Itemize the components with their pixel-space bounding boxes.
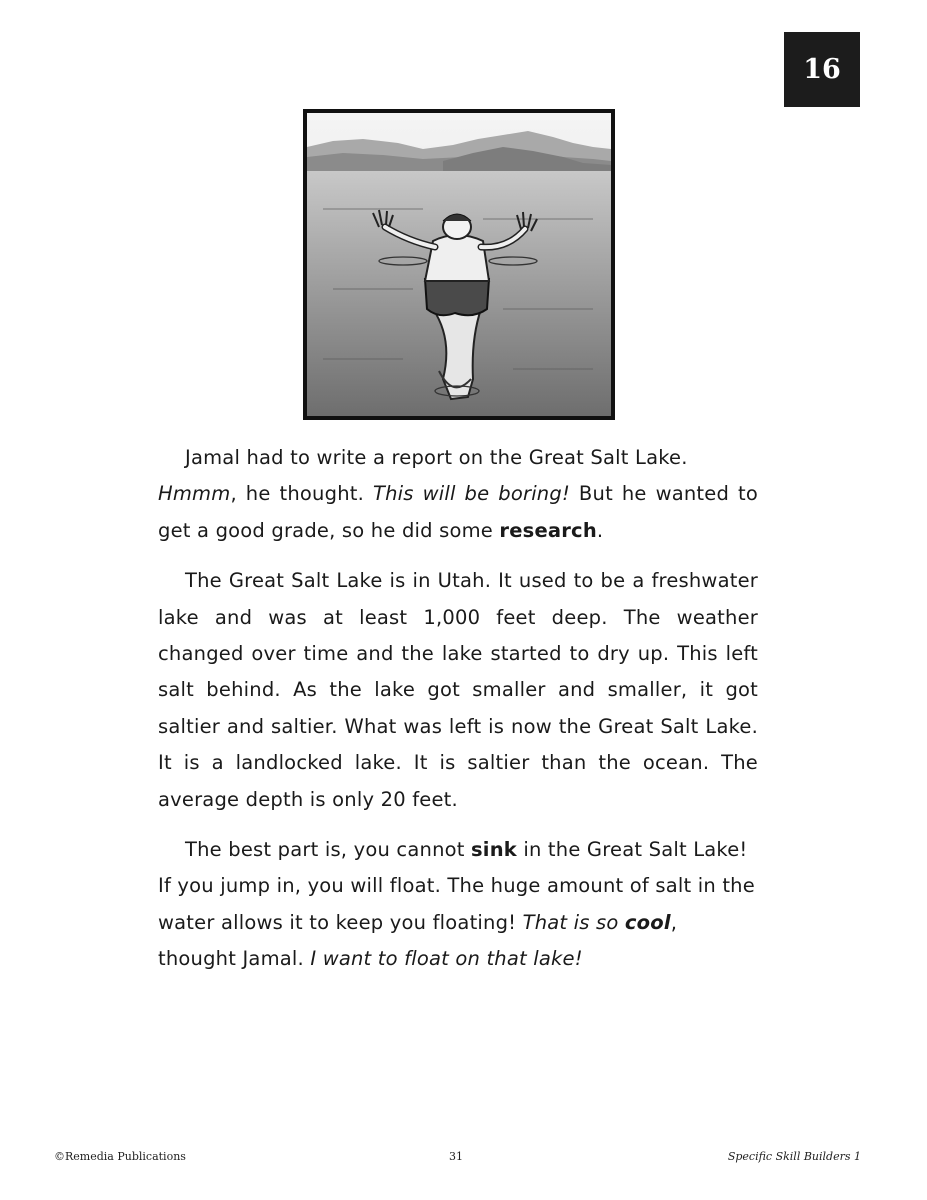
page-footer xyxy=(54,1150,861,1166)
story-paragraph-1: Jamal had to write a report on the Great Salt Lake. Hmmm, he thought. This will be boring! But he wanted to get a good grade, so he did some research. xyxy=(158,446,758,542)
publisher-credit: ©Remedia Publications xyxy=(54,1150,186,1163)
story-paragraph-2: The Great Salt Lake is in Utah. It used to be a freshwater lake and was at least 1,000 feet deep. The weather changed over time and the lake started to dry up. This left salt behind. As the lake got smaller and smaller, it got saltier and saltier. What was left is now the Great Salt Lake. It is a landlocked lake. It is saltier than the ocean. The average depth is only 20 feet. xyxy=(158,569,758,811)
page-number: 31 xyxy=(449,1150,463,1163)
boy-floating-in-lake-illustration xyxy=(303,109,615,420)
lesson-number: 16 xyxy=(803,54,841,85)
story-text xyxy=(158,440,758,992)
book-title: Specific Skill Builders 1 xyxy=(727,1150,861,1163)
lesson-number-badge xyxy=(784,32,860,107)
story-paragraph-3: The best part is, you cannot sink in the Great Salt Lake! If you jump in, you will float. The huge amount of salt in the water allows it to keep you floating! That is so cool, thought Jamal. I want to float on that lake! xyxy=(158,838,755,971)
